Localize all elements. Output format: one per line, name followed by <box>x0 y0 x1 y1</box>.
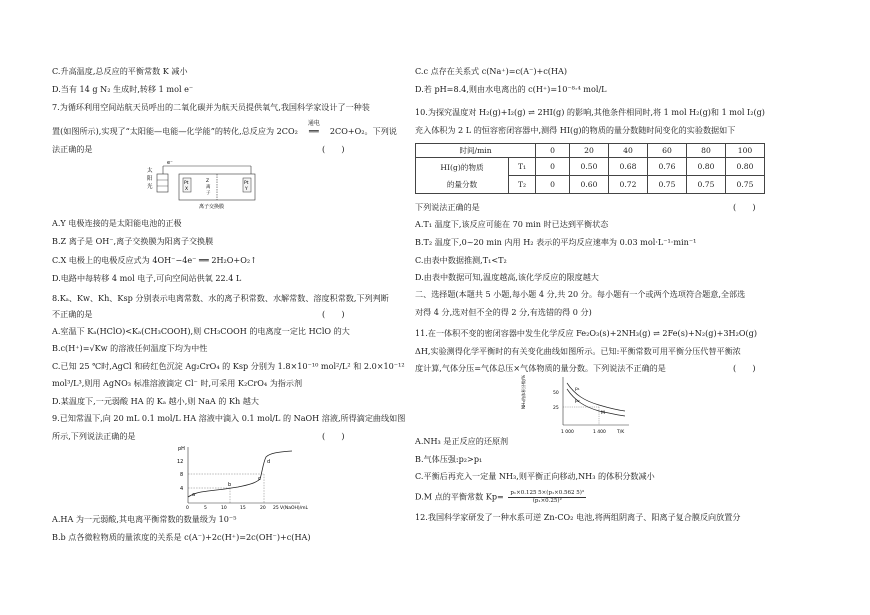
q9-titration-figure <box>174 443 309 511</box>
membrane-caption: 离子交换膜 <box>199 204 225 210</box>
fig11-ylabel: NH₃的体积分数/% <box>521 374 526 409</box>
pt-y-1: Pt <box>244 181 249 186</box>
fig9-ylabel: pH <box>178 446 185 452</box>
table-cell: 0.80 <box>726 158 765 176</box>
label-p2: p₂ <box>575 399 580 404</box>
q7-option-c: C.X 电极上的电极反应式为 4OH⁻−4e⁻ ══ 2H₂O+O₂↑ <box>52 255 257 265</box>
q7-stem-line3: 法正确的是 <box>52 144 93 154</box>
q8-option-c-line2: mol³/L³,则用 AgNO₃ 标准溶液滴定 Cl⁻ 时,可采用 K₂CrO₄ 为指示剂 <box>52 378 303 388</box>
table-cell: 0 <box>536 158 570 176</box>
kp-denominator: (p₁×0.25)² <box>532 498 562 504</box>
q7-option-b: B.Z 离子是 OH⁻,离子交换膜为阳离子交换膜 <box>52 236 214 246</box>
fig7-sun-1: 太 <box>147 168 153 174</box>
fig7-electron: e⁻ <box>167 160 173 166</box>
q7-answer-paren: ( ) <box>322 144 345 154</box>
fig11-ytick-50: 50 <box>553 391 559 396</box>
q9-stem-line1: 9.已知常温下,向 20 mL 0.1 mol/L HA 溶液中滴入 0.1 mol/L 的 NaOH 溶液,所得滴定曲线如图 <box>52 413 406 423</box>
q7-option-d: D.电路中每转移 4 mol 电子,可向空间站供氧 22.4 L <box>52 273 242 283</box>
kp-fraction <box>508 490 586 505</box>
q10-option-c: C.由表中数据推测,T₁<T₂ <box>415 255 507 265</box>
table-temp: T₂ <box>509 176 536 194</box>
fig9-ytick-8: 8 <box>180 472 184 478</box>
q10-option-b: B.T₂ 温度下,0~20 min 内用 H₂ 表示的平均反应速率为 0.03 mol·L⁻¹·min⁻¹ <box>415 237 697 247</box>
table-time: 0 <box>536 144 570 158</box>
q8-stem-line2: 不正确的是 <box>52 309 93 319</box>
section2-heading-line1: 二、选择题(本题共 5 小题,每小题 4 分,共 20 分。每小题有一个或两个选项符合题意,全部选 <box>415 289 746 299</box>
point-d: d <box>267 459 271 465</box>
q10-option-a: A.T₁ 温度下,该反应可能在 70 min 时已达到平衡状态 <box>415 219 609 229</box>
z-ion-1: Z <box>206 179 210 184</box>
q9-option-a: A.HA 为一元弱酸,其电离平衡常数的数量级为 10⁻⁵ <box>52 514 237 524</box>
q8-option-b: B.c(H⁺)=√Kw 的溶液任何温度下均为中性 <box>52 343 208 353</box>
q9-option-b: B.b 点各微粒物质的量浓度的关系是 c(A⁻)+2c(H⁺)=2c(OH⁻)+c(HA) <box>52 532 311 542</box>
row-label-2: 的量分数 <box>446 179 478 189</box>
table-time: 40 <box>609 144 648 158</box>
fig9-xtick-10: 10 <box>221 506 227 511</box>
table-cell: 0.75 <box>687 176 726 194</box>
fig9-ytick-12: 12 <box>177 459 184 465</box>
fig7-sun-3: 光 <box>147 184 153 190</box>
fig9-xtick-5: 5 <box>204 506 207 511</box>
fig7-sun-2: 阳 <box>147 176 153 182</box>
table-header-label: 时间/min <box>416 144 536 158</box>
q11-option-c: C.平衡后再充入一定量 NH₃,则平衡正向移动,NH₃ 的体积分数减小 <box>415 471 655 481</box>
table-cell: 0.76 <box>648 158 687 176</box>
q10-stem-line1: 10.为探究温度对 H₂(g)+I₂(g) ⇌ 2HI(g) 的影响,其他条件相同时,将 1 mol H₂(g)和 1 mol I₂(g) <box>415 107 765 117</box>
q8-option-d: D.某温度下,一元弱酸 HA 的 Kₐ 越小,则 NaA 的 Kh 越大 <box>52 396 259 406</box>
table-row <box>416 158 765 176</box>
fig11-xtick-1000: 1 000 <box>561 430 574 435</box>
fig9-xtick-25: 25 <box>273 506 279 511</box>
table-cell: 0.75 <box>648 176 687 194</box>
table-cell: 0.60 <box>570 176 609 194</box>
q11-option-d: D.M 点的平衡常数 Kp= $\frac{\text{p₁×0.125 5×(p₁×0.562 5)³}}{\text{(p₁×0.25)²}}$ <box>415 490 585 504</box>
pt-y-2: Y <box>245 187 248 192</box>
fig9-xlabel: V(NaOH)/mL <box>280 506 309 511</box>
z-ion-2: 离 <box>206 185 211 190</box>
fig9-ytick-4: 4 <box>180 486 184 492</box>
label-p1: p₁ <box>575 387 580 392</box>
q10-answer-paren: ( ) <box>733 202 756 212</box>
table-row-label <box>416 158 509 194</box>
table-cell: 0.72 <box>609 176 648 194</box>
q9-answer-paren: ( ) <box>322 431 345 441</box>
q11-stem-line3: 度计算,气体分压=气体总压×气体物质的量分数。下列说法不正确的是 <box>415 363 666 373</box>
fig11-xlabel: T/K <box>617 430 625 435</box>
z-ion-3: 子 <box>206 191 211 196</box>
q9-option-c: C.c 点存在关系式 c(Na⁺)=c(A⁻)+c(HA) <box>415 66 568 76</box>
fig11-xtick-1400: 1 400 <box>593 430 606 435</box>
table-time: 100 <box>726 144 765 158</box>
fig11-ytick-25: 25 <box>553 406 559 411</box>
q8-option-a: A.室温下 Kₐ(HClO)<Kₐ(CH₃COOH),则 CH₃COOH 的电离度一定比 HClO 的大 <box>52 326 350 336</box>
q10-option-d: D.由表中数据可知,温度越高,该化学反应的限度越大 <box>415 272 599 282</box>
fig9-xtick-15: 15 <box>240 506 246 511</box>
q11-stem-line2: ΔH,实验测得化学平衡时的有关变化曲线如图所示。已知:平衡常数可用平衡分压代替平衡浓 <box>415 346 741 356</box>
q7-option-a: A.Y 电极连接的是太阳能电池的正极 <box>52 218 182 228</box>
q11-option-b: B.气体压强:p₂>p₁ <box>415 454 483 464</box>
q7-stem-line2: 置(如图所示),实现了“太阳能—电能—化学能”的转化,总反应为 2CO₂ 通电 ══ 2CO+O₂。下列说 <box>52 120 397 136</box>
table-time: 60 <box>648 144 687 158</box>
q8-stem-line1: 8.Kₐ、Kw、Kh、Ksp 分别表示电离常数、水的离子积常数、水解常数、溶度积常数,下列判断 <box>52 293 389 303</box>
q9-option-d: D.若 pH=8.4,则由水电离出的 c(H⁺)=10⁻⁸·⁴ mol/L <box>415 84 607 94</box>
point-a: a <box>192 492 196 498</box>
q6-option-d: D.当有 14 g N₂ 生成时,转移 1 mol e⁻ <box>52 84 194 94</box>
section2-heading-line2: 对得 4 分,选对但不全的得 2 分,有选错的得 0 分) <box>415 307 592 317</box>
q11-option-a: A.NH₃ 是正反应的还原剂 <box>415 436 509 446</box>
table-cell: 0.75 <box>726 176 765 194</box>
point-c: c <box>258 476 261 482</box>
pt-x-1: Pt <box>184 181 189 186</box>
q9-stem-line2: 所示,下列说法正确的是 <box>52 431 136 441</box>
pt-x-2: X <box>185 187 189 192</box>
solar-panel <box>157 174 168 192</box>
q10-stem-line3: 下列说法正确的是 <box>415 202 480 212</box>
point-b: b <box>228 482 232 488</box>
table-header-row <box>416 144 765 158</box>
row-label-1: HI(g)的物质 <box>440 162 484 172</box>
table-temp: T₁ <box>509 158 536 176</box>
table-cell: 0.80 <box>687 158 726 176</box>
hi-data-table <box>415 143 765 194</box>
point-m: M <box>601 411 605 416</box>
table-time: 80 <box>687 144 726 158</box>
fig9-xtick-0: 0 <box>186 506 189 511</box>
q6-option-c: C.升高温度,总反应的平衡常数 K 减小 <box>52 66 188 76</box>
q7-stem-line1: 7.为循环利用空间站航天员呼出的二氧化碳并为航天员提供氧气,我国科学家设计了一种装 <box>52 102 370 112</box>
fig9-xtick-20: 20 <box>260 506 266 511</box>
table-cell: 0.50 <box>570 158 609 176</box>
q11-equilibrium-figure <box>521 373 633 435</box>
q11-stem-line1: 11.在一体积不变的密闭容器中发生化学反应 Fe₂O₃(s)+2NH₃(g) ⇌ 2Fe(s)+N₂(g)+3H₂O(g) <box>415 328 757 338</box>
table-cell: 0.68 <box>609 158 648 176</box>
kp-numerator: p₁×0.125 5×(p₁×0.562 5)³ <box>510 490 585 496</box>
q10-stem-line2: 充入体积为 2 L 的恒容密闭容器中,测得 HI(g)的物质的量分数随时间变化的实验数据如下 <box>415 125 736 135</box>
table-time: 20 <box>570 144 609 158</box>
q12-stem-line1: 12.我国科学家研发了一种水系可逆 Zn-CO₂ 电池,将两组阴离子、阳离子复合膜反向放置分 <box>415 512 741 522</box>
reaction-arrow: 通电 ══ <box>307 120 320 136</box>
q8-answer-paren: ( ) <box>322 309 345 319</box>
q7-electrolysis-figure <box>147 160 267 216</box>
table-cell: 0 <box>536 176 570 194</box>
q8-option-c-line1: C.已知 25 ℃时,AgCl 和砖红色沉淀 Ag₂CrO₄ 的 Ksp 分别为 1.8×10⁻¹⁰ mol²/L² 和 2.0×10⁻¹² <box>52 361 405 371</box>
q11-answer-paren: ( ) <box>733 363 756 373</box>
